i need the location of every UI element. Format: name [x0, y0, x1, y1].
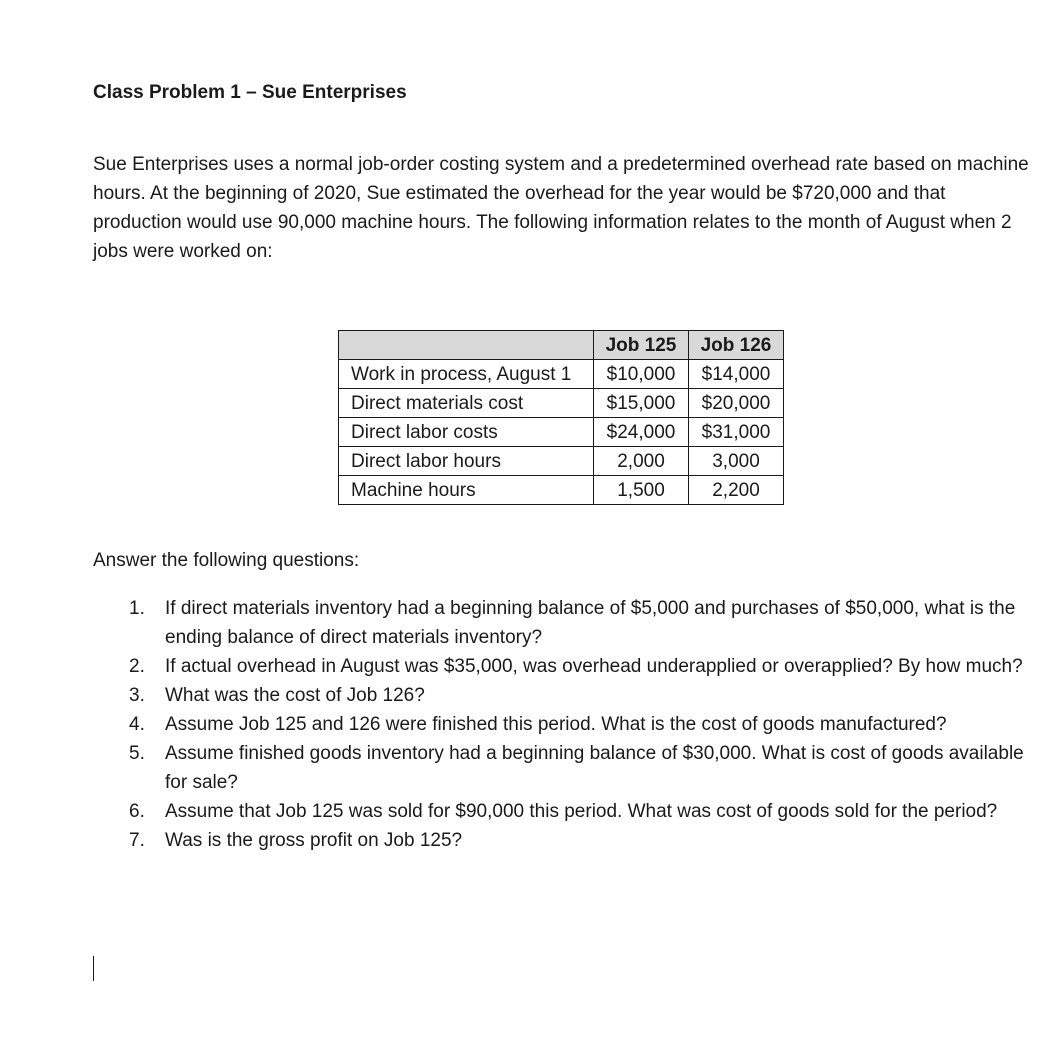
question-number: 3. — [129, 685, 145, 706]
row-label: Direct labor hours — [339, 447, 594, 476]
row-label: Direct materials cost — [339, 389, 594, 418]
intro-paragraph: Sue Enterprises uses a normal job-order costing system and a predetermined overhead rate based on machine hours. At the beginning of 2020, Sue estimated the overhead for the year would be $720,000 and that production would use 90,000 machine hours. The following information relates to the month of August when 2 jobs were worked on: — [93, 154, 1029, 262]
question-number: 4. — [129, 714, 145, 735]
question-text: If direct materials inventory had a beginning balance of $5,000 and purchases of $50,000, what is the ending balance of direct materials inventory? — [165, 598, 1016, 648]
job-126-value: 3,000 — [689, 447, 784, 476]
question-text: If actual overhead in August was $35,000, was overhead underapplied or overapplied? By how much? — [165, 656, 1023, 677]
table-row — [339, 418, 784, 447]
table-header-row — [339, 331, 784, 360]
questions-list — [93, 594, 1028, 855]
job-126-value: 2,200 — [689, 476, 784, 505]
table-row — [339, 476, 784, 505]
question-text: Assume finished goods inventory had a beginning balance of $30,000. What is cost of goods available for sale? — [165, 743, 1024, 793]
table-row — [339, 447, 784, 476]
table-row — [339, 360, 784, 389]
table-header-job-126: Job 126 — [689, 331, 784, 360]
job-126-value: $14,000 — [689, 360, 784, 389]
question-number: 1. — [129, 598, 145, 619]
question-text: What was the cost of Job 126? — [165, 685, 425, 706]
table-header-corner — [339, 331, 594, 360]
list-item — [93, 739, 1028, 797]
table-header-job-125: Job 125 — [594, 331, 689, 360]
list-item — [93, 594, 1028, 652]
job-126-value: $20,000 — [689, 389, 784, 418]
list-item — [93, 826, 1028, 855]
list-item — [93, 710, 1028, 739]
question-text: Assume Job 125 and 126 were finished this period. What is the cost of goods manufactured? — [165, 714, 947, 735]
question-number: 7. — [129, 830, 145, 851]
list-item — [93, 797, 1028, 826]
job-125-value: $10,000 — [594, 360, 689, 389]
question-text: Assume that Job 125 was sold for $90,000 this period. What was cost of goods sold for the period? — [165, 801, 998, 822]
job-125-value: $15,000 — [594, 389, 689, 418]
answer-intro: Answer the following questions: — [93, 550, 360, 571]
row-label: Work in process, August 1 — [339, 360, 594, 389]
job-data-table — [338, 330, 784, 505]
text-cursor[interactable] — [93, 956, 94, 981]
question-number: 2. — [129, 656, 145, 677]
row-label: Direct labor costs — [339, 418, 594, 447]
job-125-value: 1,500 — [594, 476, 689, 505]
job-125-value: 2,000 — [594, 447, 689, 476]
question-number: 5. — [129, 743, 145, 764]
table-row — [339, 389, 784, 418]
list-item — [93, 652, 1028, 681]
question-text: Was is the gross profit on Job 125? — [165, 830, 463, 851]
job-126-value: $31,000 — [689, 418, 784, 447]
list-item — [93, 681, 1028, 710]
job-125-value: $24,000 — [594, 418, 689, 447]
document-title: Class Problem 1 – Sue Enterprises — [93, 82, 407, 103]
row-label: Machine hours — [339, 476, 594, 505]
question-number: 6. — [129, 801, 145, 822]
